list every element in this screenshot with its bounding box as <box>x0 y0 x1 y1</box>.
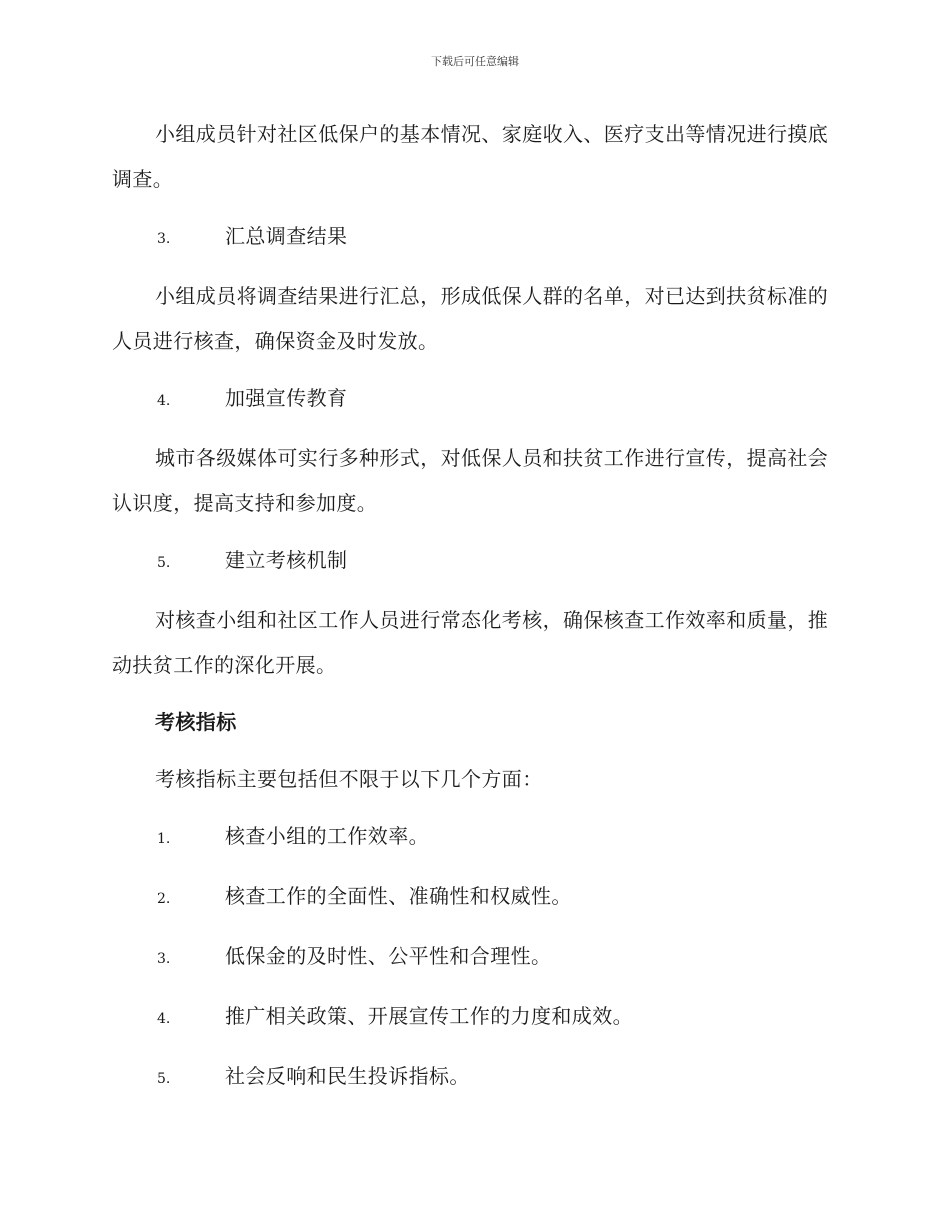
section-title: 考核指标 <box>155 710 237 734</box>
list-item-heading: 汇总调查结果 <box>225 224 348 248</box>
paragraph-publicity: 城市各级媒体可实行多种形式，对低保人员和扶贫工作进行宣传，提高社会认识度，提高支持和参加度。 <box>112 446 829 515</box>
paragraph-summarize: 小组成员将调查结果进行汇总，形成低保人群的名单，对已达到扶贫标准的人员进行核查，确保资金及时发放。 <box>112 284 829 353</box>
list-item-number: 5. <box>157 555 171 571</box>
list-item-number: 4. <box>157 393 171 409</box>
list-item-number: 5. <box>157 1071 171 1087</box>
list-item-text: 推广相关政策、开展宣传工作的力度和成效。 <box>225 1004 633 1028</box>
paragraph-survey: 小组成员针对社区低保户的基本情况、家庭收入、医疗支出等情况进行摸底调查。 <box>112 122 829 191</box>
list-item-number: 2. <box>157 891 171 907</box>
indicator-item <box>112 1054 836 1102</box>
list-item-text: 低保金的及时性、公平性和合理性。 <box>225 944 552 968</box>
list-item-heading: 建立考核机制 <box>225 548 348 572</box>
indicator-item <box>112 874 836 922</box>
page-header: 下载后可任意编辑 <box>431 55 519 68</box>
paragraph-indicators-intro: 考核指标主要包括但不限于以下几个方面： <box>155 767 543 791</box>
list-item-number: 4. <box>157 1011 171 1027</box>
indicator-item <box>112 994 836 1042</box>
list-item-text: 社会反响和民生投诉指标。 <box>225 1064 470 1088</box>
list-item-number: 3. <box>157 951 171 967</box>
indicator-item <box>112 814 836 862</box>
list-item-text: 核查小组的工作效率。 <box>225 824 429 848</box>
list-item-number: 1. <box>157 831 171 847</box>
list-item-text: 核查工作的全面性、准确性和权威性。 <box>225 884 572 908</box>
list-item-assessment <box>112 538 836 586</box>
document-body <box>112 112 836 1114</box>
list-item-publicity <box>112 376 836 424</box>
list-item-heading: 加强宣传教育 <box>225 386 348 410</box>
paragraph-assessment: 对核查小组和社区工作人员进行常态化考核，确保核查工作效率和质量，推动扶贫工作的深化开展。 <box>112 608 829 677</box>
list-item-number: 3. <box>157 231 171 247</box>
indicator-item <box>112 934 836 982</box>
list-item-summarize <box>112 214 836 262</box>
